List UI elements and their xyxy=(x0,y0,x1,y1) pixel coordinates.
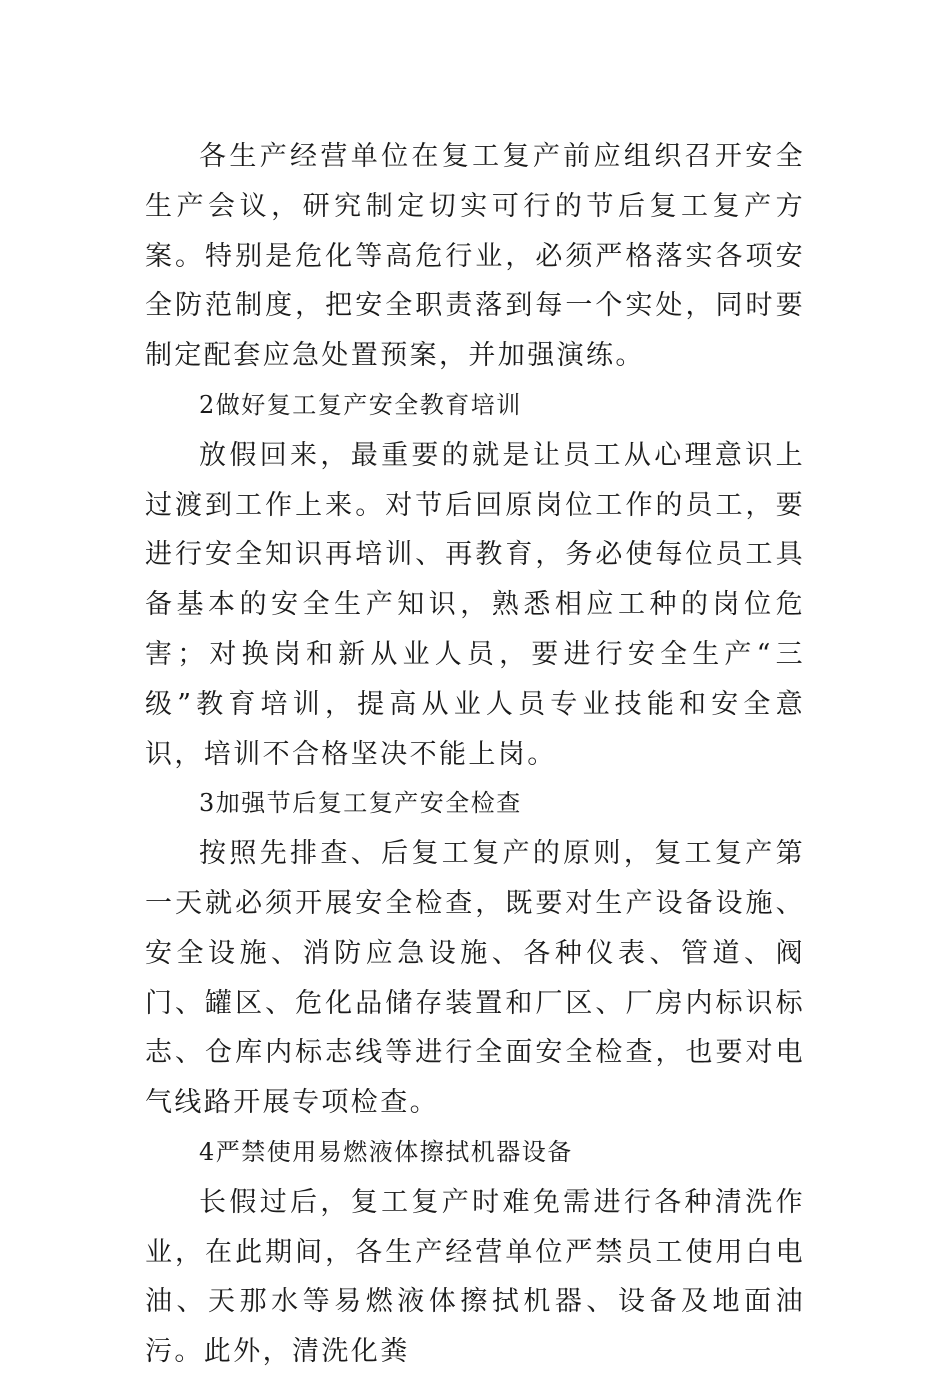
section-heading-training: 2做好复工复产安全教育培训 xyxy=(199,390,522,419)
document-body xyxy=(145,132,805,1377)
section-heading-flammable-liquids: 4严禁使用易燃液体擦拭机器设备 xyxy=(199,1137,573,1166)
paragraph-inspection: 按照先排查、后复工复产的原则，复工复产第一天就必须开展安全检查，既要对生产设备设施、安全设施、消防应急设施、各种仪表、管道、阀门、罐区、危化品储存装置和厂区、厂房内标识标志、仓库内标志线等进行全面安全检查，也要对电气线路开展专项检查。 xyxy=(145,838,805,1119)
section-heading-inspection: 3加强节后复工复产安全检查 xyxy=(199,789,522,818)
paragraph-flammable-liquids: 长假过后，复工复产时难免需进行各种清洗作业，在此期间，各生产经营单位严禁员工使用白电油、天那水等易燃液体擦拭机器、设备及地面油污。此外，清洗化粪 xyxy=(145,1186,805,1368)
paragraph-training: 放假回来，最重要的就是让员工从心理意识上过渡到工作上来。对节后回原岗位工作的员工，要进行安全知识再培训、再教育，务必使每位员工具备基本的安全生产知识，熟悉相应工种的岗位危害；对换岗和新从业人员，要进行安全生产“三级”教育培训，提高从业人员专业技能和安全意识，培训不合格坚决不能上岗。 xyxy=(145,439,805,770)
paragraph-planning: 各生产经营单位在复工复产前应组织召开安全生产会议，研究制定切实可行的节后复工复产方案。特别是危化等高危行业，必须严格落实各项安全防范制度，把安全职责落到每一个实处，同时要制定配套应急处置预案，并加强演练。 xyxy=(145,141,805,372)
